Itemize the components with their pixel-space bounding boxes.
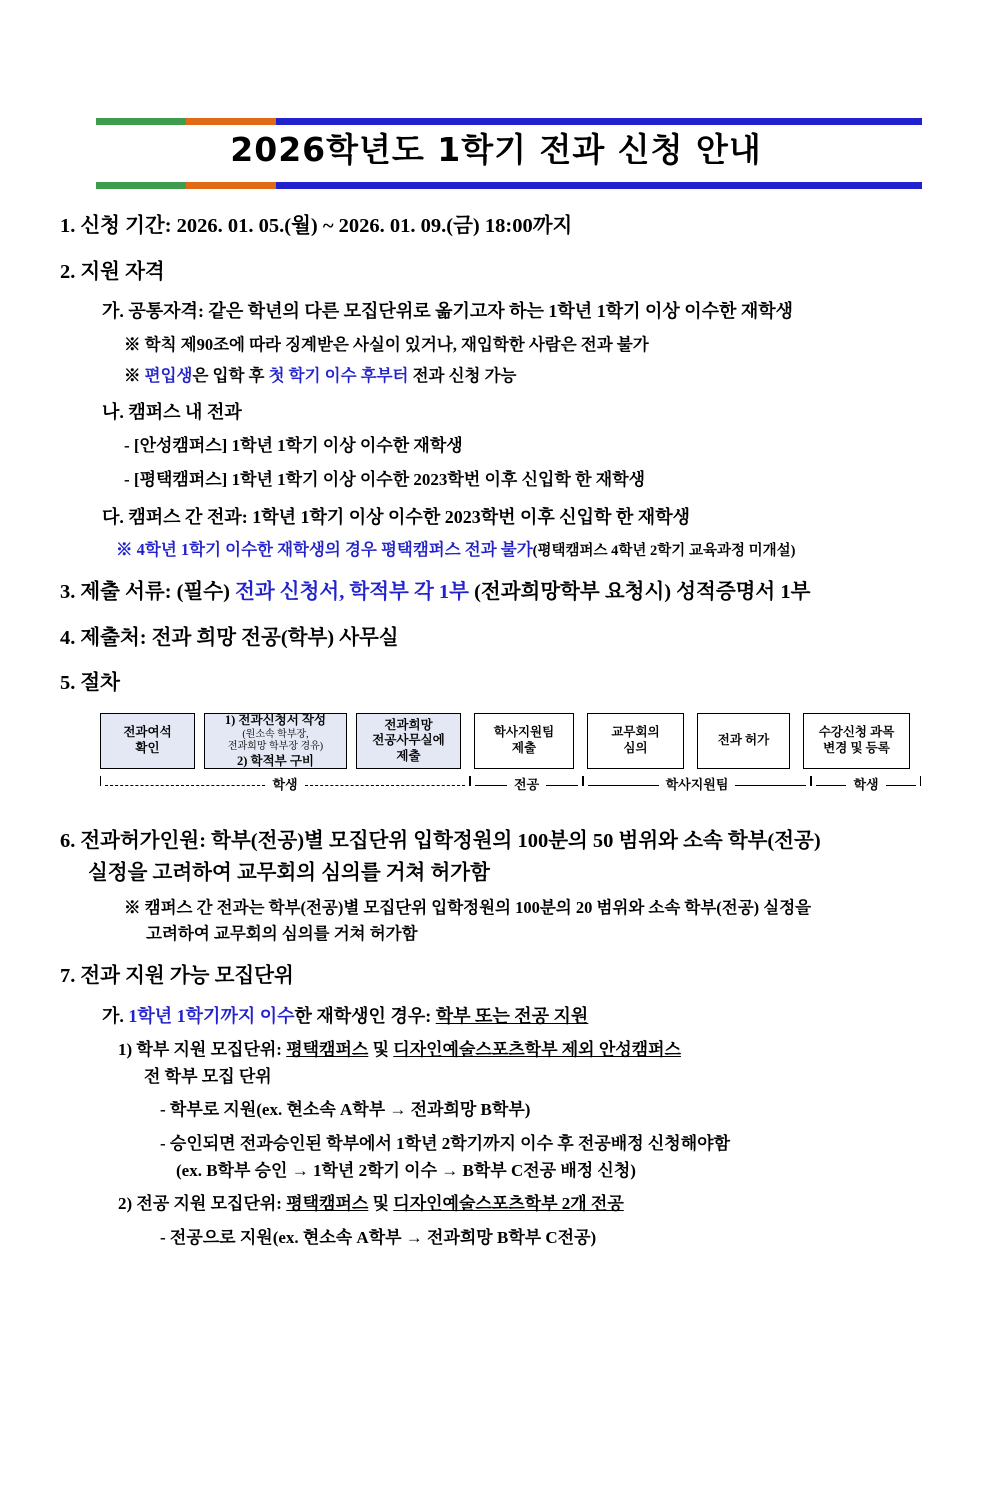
item-a1-underline-1: 평택캠퍼스 (286, 1040, 369, 1060)
section-6-quota (60, 827, 932, 857)
item-a2-middle: 및 (368, 1194, 394, 1214)
flow-step-3-line3: 제출 (396, 748, 421, 763)
section-7-item-a-1-line2: 전 학부 모집 단위 (144, 1066, 272, 1086)
section-7-item-a (102, 1003, 932, 1029)
flow-step-1-line2: 확인 (135, 741, 160, 756)
procedure-flowchart (100, 713, 932, 809)
flow-gap (347, 713, 356, 769)
section-1-number: 1. (60, 215, 76, 237)
flow-step-2-tiny1: (원소속 학부장, (242, 728, 309, 740)
flow-step-3-line2: 전공사무실에 (372, 733, 445, 748)
item-a2-underline-2: 디자인예술스포츠학부 2개 전공 (393, 1194, 624, 1214)
section-6-note-line2: 고려하여 교무회의 심의를 거쳐 허가함 (146, 924, 418, 944)
flow-step-3 (356, 713, 461, 769)
section-7-item-a-2-detail-1: - 전공으로 지원(ex. 현소속 A학부 → 전과희망 B학부 C전공) (160, 1227, 597, 1247)
flow-step-4-line1: 학사지원팀 (493, 725, 555, 740)
section-2-item-c: 다. 캠퍼스 간 전과: 1학년 1학기 이상 이수한 2023학번 이후 신입학 한 재학생 (102, 506, 690, 527)
flow-step-1-line1: 전과여석 (123, 725, 172, 740)
flow-step-7 (803, 713, 910, 769)
section-2-item-b-1: - [안성캠퍼스] 1학년 1학기 이상 이수한 재학생 (124, 436, 463, 456)
flow-step-7-line2: 변경 및 등록 (823, 741, 890, 756)
section-3-number: 3. (60, 580, 76, 603)
flow-gap (574, 713, 587, 769)
flow-gap (684, 713, 697, 769)
bracket-tick-left (811, 776, 812, 786)
bracket-student-2-label: 학생 (853, 776, 879, 792)
rule-segment-orange (186, 182, 276, 189)
item-c-note-small: (평택캠퍼스 4학년 2학기 교육과정 미개설) (532, 542, 796, 559)
document-page (0, 104, 992, 1251)
section-6-line2-bold: 교무회의 심의 (236, 861, 361, 884)
flow-step-2 (204, 713, 347, 769)
section-2-number: 2. (60, 260, 76, 283)
note-2-middle-1: 은 입학 후 (192, 366, 269, 386)
section-6-label: 전과허가인원 (80, 830, 200, 853)
section-7-number: 7. (60, 965, 76, 988)
bracket-academic-team (583, 773, 811, 793)
section-6-line2-post: 를 거쳐 허가함 (360, 861, 490, 884)
item-a1-underline-2: 디자인예술스포츠학부 제외 안성캠퍼스 (393, 1040, 681, 1060)
section-3-post: (전과희망학부 요청시) 성적증명서 1부 (468, 580, 811, 603)
bracket-line-left (816, 785, 846, 786)
section-2-note-2 (124, 364, 932, 388)
section-2-label: 지원 자격 (80, 260, 165, 283)
section-3-highlight: 전과 신청서, 학적부 각 1부 (235, 580, 469, 603)
bracket-tick-left (100, 776, 101, 786)
section-4-number: 4. (60, 626, 76, 649)
bracket-academic-team-label: 학사지원팀 (665, 776, 729, 792)
section-2-item-b: 나. 캠퍼스 내 전과 (102, 402, 242, 423)
flow-step-3-line1: 전과희망 (384, 717, 433, 732)
note-2-middle-2: 전과 신청 가능 (408, 366, 517, 386)
section-1-text: : 2026. 01. 05.(월) ~ 2026. 01. 09.(금) 18:00까지 (164, 215, 573, 237)
flow-step-1 (100, 713, 195, 769)
bracket-tick-left (583, 776, 584, 786)
title-block (60, 104, 932, 196)
item-a-middle: 한 재학생인 경우: (294, 1006, 436, 1027)
bracket-line-right (735, 785, 806, 786)
flow-step-5-line1: 교무회의 (611, 725, 660, 740)
bracket-line-right (546, 785, 578, 786)
rule-segment-green (96, 182, 186, 189)
section-6-line1-post: 와 소속 학부(전공) (658, 830, 821, 853)
section-7-item-a-1-detail-1: - 학부로 지원(ex. 현소속 A학부 → 전과희망 B학부) (160, 1100, 531, 1120)
bracket-major-label: 전공 (513, 776, 540, 792)
item-a-prefix: 가. (102, 1006, 129, 1027)
bracket-tick-left (470, 776, 471, 786)
section-3-label: 제출 서류 (80, 580, 165, 603)
section-2-item-a: 가. 공통자격: 같은 학년의 다른 모집단위로 옮기고자 하는 1학년 1학기 이상 이수한 재학생 (102, 301, 794, 322)
title-rule-bottom (96, 182, 922, 189)
flow-step-2-line1: 1) 전과신청서 작성 (224, 712, 327, 727)
bracket-student-2 (811, 773, 921, 793)
flow-gap (461, 713, 474, 769)
bracket-student-1 (100, 773, 470, 793)
bracket-line-left (588, 785, 659, 786)
item-a2-prefix: 2) 전공 지원 모집단위: (118, 1194, 287, 1214)
item-a1-middle: 및 (368, 1040, 394, 1060)
item-a1-prefix: 1) 학부 지원 모집단위: (118, 1040, 287, 1060)
flow-step-5-line2: 심의 (623, 741, 648, 756)
item-c-note-blue: ※ 4학년 1학기 이수한 재학생의 경우 평택캠퍼스 전과 불가 (116, 539, 533, 559)
section-7-available-units (60, 962, 932, 992)
section-5-label: 절차 (80, 672, 120, 695)
section-3-documents (60, 578, 932, 608)
flow-step-4 (474, 713, 574, 769)
item-a2-underline-1: 평택캠퍼스 (286, 1194, 369, 1214)
section-4-label: 제출처 (80, 626, 140, 649)
section-7-label: 전과 지원 가능 모집단위 (80, 965, 294, 988)
section-6-line2-pre: 실정을 고려하여 (88, 861, 237, 884)
bracket-student-1-label: 학생 (272, 776, 298, 792)
section-6-line2 (88, 859, 932, 889)
section-6-number: 6. (60, 830, 76, 853)
flow-step-6 (697, 713, 790, 769)
section-2-item-b-2: - [평택캠퍼스] 1학년 1학기 이상 이수한 2023학번 이후 신입학 한 재학생 (124, 470, 646, 490)
section-7-item-a-2 (118, 1192, 932, 1217)
flow-step-5 (587, 713, 684, 769)
section-7-item-a-1-detail-3: (ex. B학부 승인 → 1학년 2학기 이수 → B학부 C전공 배정 신청) (176, 1160, 636, 1180)
flow-gap (195, 713, 204, 769)
section-5-procedure (60, 669, 932, 699)
flow-step-2-tiny2: 전과희망 학부장 경유) (227, 741, 324, 753)
flow-step-7-line1: 수강신청 과목 (818, 725, 895, 740)
bracket-line-right (305, 785, 465, 786)
bracket-line-left (105, 785, 265, 786)
bracket-line-left (475, 785, 507, 786)
note-2-highlight-2: 첫 학기 이수 후부터 (268, 366, 409, 386)
section-2-item-c-note (116, 538, 932, 562)
flow-gap (790, 713, 803, 769)
section-4-submission-office (60, 624, 932, 654)
section-6-note-line1: ※ 캠퍼스 간 전과는 학부(전공)별 모집단위 입학정원의 100분의 20 범위와 소속 학부(전공) 실정을 (124, 898, 812, 918)
section-1-application-period (60, 212, 932, 242)
section-3-prefix: : (필수) (164, 580, 236, 603)
section-7-item-a-1 (118, 1038, 932, 1063)
section-2-eligibility (60, 258, 932, 288)
flow-step-6-line1: 전과 허가 (717, 733, 770, 748)
section-6-line1-pre: : 학부(전공)별 모집단위 입학정원의 (199, 830, 518, 853)
section-5-number: 5. (60, 672, 76, 695)
rule-segment-blue (276, 182, 922, 189)
item-a-underline: 학부 또는 전공 지원 (435, 1006, 589, 1027)
section-1-label: 신청 기간 (80, 215, 165, 237)
bracket-line-right (886, 785, 916, 786)
bracket-major (470, 773, 583, 793)
page-title: 2026학년도 1학기 전과 신청 안내 (230, 130, 762, 169)
note-2-highlight-1: 편입생 (144, 366, 193, 386)
flow-steps-row (100, 713, 932, 769)
flow-step-2-line2: 2) 학적부 구비 (236, 753, 315, 768)
flow-step-4-line2: 제출 (511, 741, 537, 756)
section-6-line1-bold: 100분의 50 범위 (517, 830, 659, 853)
section-7-item-a-1-detail-2: - 승인되면 전과승인된 학부에서 1학년 2학기까지 이수 후 전공배정 신청해야함 (160, 1134, 730, 1154)
item-a-highlight: 1학년 1학기까지 이수 (128, 1006, 295, 1027)
section-4-text: : 전과 희망 전공(학부) 사무실 (139, 626, 399, 649)
section-2-note-1: ※ 학칙 제90조에 따라 징계받은 사실이 있거나, 재입학한 사람은 전과 불가 (124, 334, 649, 354)
bracket-tick-right (920, 776, 921, 786)
note-2-prefix: ※ (124, 366, 145, 386)
flow-brackets-row (100, 773, 932, 793)
